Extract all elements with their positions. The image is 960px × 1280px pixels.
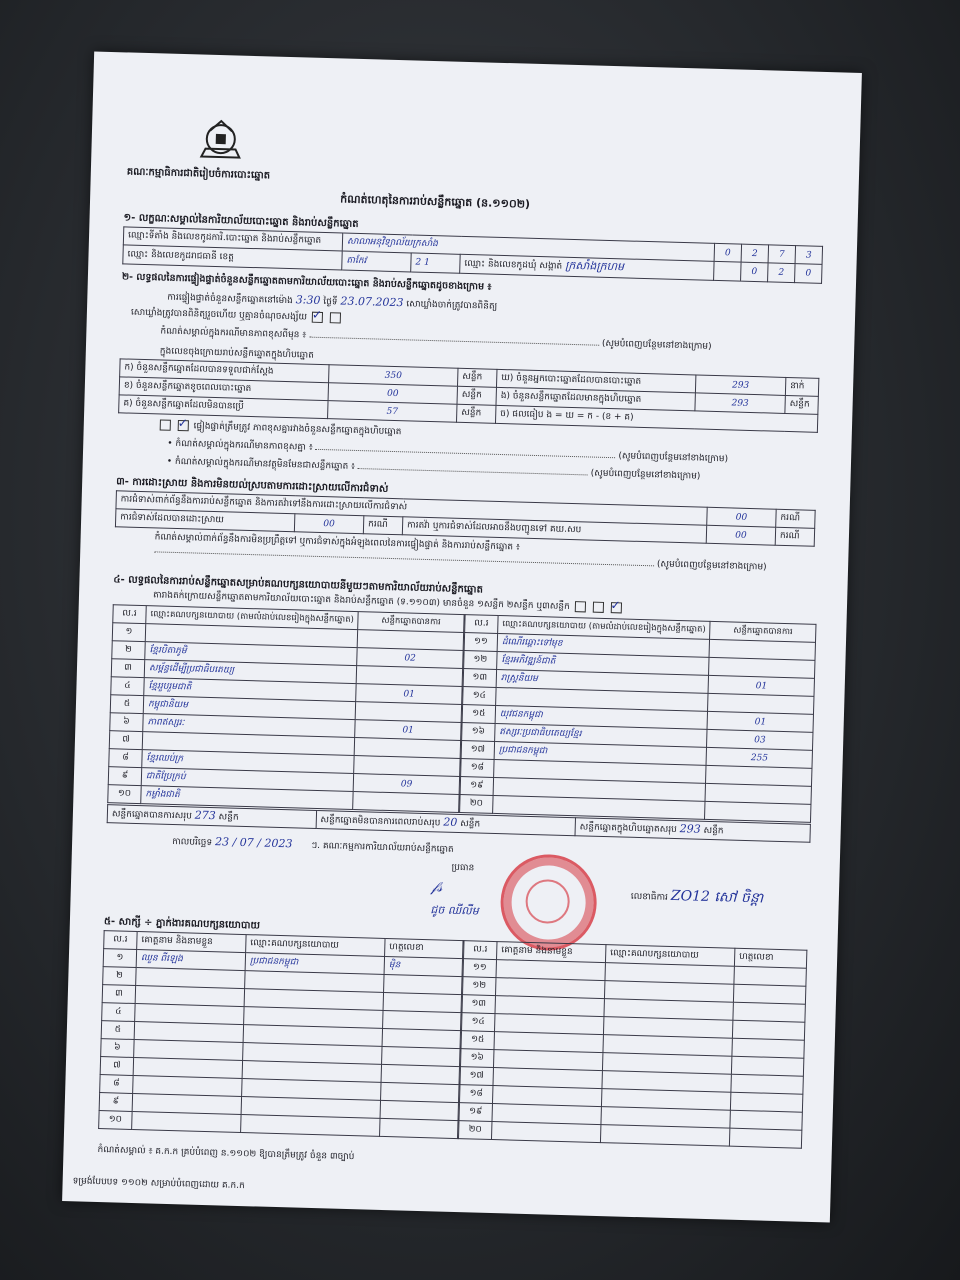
row-number: ១៣ bbox=[462, 995, 495, 1014]
match-line: ✓ ផ្ទៀងផ្ទាត់ត្រឹមត្រូវ ភាពខុសគ្នារវាងចំនួនសន្លឹកឆ្នោតក្នុងហិបឆ្នោត bbox=[158, 419, 402, 439]
resolved-count: 00 bbox=[294, 514, 363, 534]
province-value: តាកែវ bbox=[342, 251, 412, 272]
party-votes: 03 bbox=[707, 729, 813, 750]
totals-table: សន្លឹកឆ្នោតបានការសរុប 273 សន្លឹក សន្លឹកឆ្នោតមិនបានការពេលរាប់សរុប 20 សន្លឹក សន្លឹកឆ្នោតក្នុងហិបឆ្នោតសរុប 293 សន្លឹក bbox=[107, 804, 811, 843]
chair-label: ប្រធាន bbox=[451, 862, 475, 874]
party-name: ឥស្សរៈប្រជាធិបតេយ្យខ្មែរ bbox=[495, 723, 708, 747]
witness-signature bbox=[731, 1056, 803, 1076]
witness-signature: ម៉ិន bbox=[384, 956, 462, 976]
lock-line: សោឃ្លាំងត្រូវបានពិនិត្យរួចហើយ ឬគ្មានចំណុចសង្ស័យ ✓ bbox=[131, 307, 343, 326]
row-number: ៤ bbox=[111, 677, 144, 696]
row-number: ១៤ bbox=[463, 687, 496, 706]
code-digit: 2 bbox=[768, 263, 796, 283]
party-votes: 01 bbox=[707, 711, 813, 732]
party-votes: 09 bbox=[354, 774, 460, 795]
row-number: ១៥ bbox=[461, 1031, 494, 1050]
row-number: ១២ bbox=[464, 651, 497, 670]
total-valid: 273 bbox=[194, 808, 216, 823]
row-number: ១៥ bbox=[462, 705, 495, 724]
party-name: យុវជនកម្ពុជា bbox=[495, 705, 708, 729]
location-label: ឈ្មោះទីតាំង និងលេខកូដការិ.បោះឆ្នោត និងរាប់សន្លឹកឆ្នោត bbox=[123, 227, 342, 251]
row-number: ៣ bbox=[102, 985, 135, 1004]
row-number: ១៨ bbox=[459, 1085, 492, 1104]
party-votes bbox=[705, 801, 811, 822]
row-number: ៤ bbox=[102, 1003, 135, 1022]
total-invalid: 20 bbox=[443, 815, 458, 829]
row-number: ១១ bbox=[463, 959, 496, 978]
party-name: រាស្ត្រនិយម bbox=[496, 669, 709, 693]
row-number: ៧ bbox=[100, 1057, 133, 1076]
section2-heading: ២- លទ្ធផលនៃការផ្ទៀងផ្ទាត់ចំនួនសន្លឹកឆ្នោតតាមការិយាល័យបោះឆ្នោត និងរាប់សន្លឹកឆ្នោតដូចខាងក្រោម ៖ bbox=[121, 271, 492, 293]
party-name: ខ្មែរបិតាភូមិ bbox=[145, 642, 358, 666]
row-number: ១១ bbox=[464, 633, 497, 652]
witness-signature bbox=[734, 966, 806, 986]
complaint-table: ការជំទាស់ពាក់ព័ន្ធនឹងការរាប់សន្លឹកឆ្នោត និងការតវ៉ាទៅនឹងការដោះស្រាយលើការជំទាស់ 00 ករណី ការជំទាស់ដែលបានដោះស្រាយ 00 ករណី ការតវ៉ា ឬការជំទាស់ដែលអាចនឹងបញ្ជូនទៅ គឃ.សប 00 ករណី bbox=[115, 490, 816, 547]
witness-signature bbox=[381, 1064, 459, 1084]
witness-signature bbox=[380, 1118, 458, 1138]
ballot-count-form bbox=[62, 52, 862, 1223]
checkbox-1sheet[interactable] bbox=[575, 601, 586, 612]
party-votes: 02 bbox=[357, 648, 463, 669]
row-number: ៣ bbox=[111, 659, 144, 678]
row-number: ៩ bbox=[108, 767, 141, 786]
complaint-count: 00 bbox=[707, 507, 776, 527]
spoiled-value: 00 bbox=[328, 383, 457, 405]
witness-name bbox=[491, 1122, 600, 1143]
verify-line: ការផ្ទៀងផ្ទាត់ចំនួនសន្លឹកឆ្នោតនៅម៉ោង 3:30 ថ្ងៃទី 23.07.2023 សោឃ្លាំងចាក់ត្រូវបានពិនិត្យ bbox=[167, 292, 498, 312]
row-number: ១៦ bbox=[461, 1049, 494, 1068]
inbox-value: 293 bbox=[695, 393, 785, 414]
witness-signature bbox=[380, 1100, 458, 1120]
row-number: ២០ bbox=[458, 1121, 491, 1140]
code-digit: 3 bbox=[795, 246, 822, 265]
checkbox-yes[interactable] bbox=[312, 312, 323, 323]
row-number: ២ bbox=[112, 641, 145, 660]
section4-intro: តារាងតក់ក្រោយសន្លឹកឆ្នោតតាមការិយាល័យបោះឆ្នោត និងរាប់សន្លឹកឆ្នោត (ទ.១១០៣) មានចំនួន ១សន្លឹក ២សន្លឹក ឬ៣សន្លឹក ✓ bbox=[153, 589, 624, 615]
witness-signature bbox=[729, 1128, 801, 1148]
commune-value: ក្រសាំងក្រហម bbox=[564, 258, 625, 274]
row-number: ៩ bbox=[99, 1093, 132, 1112]
party-votes: 255 bbox=[706, 747, 812, 768]
checkbox-match[interactable] bbox=[160, 419, 171, 430]
verify-time: 3:30 bbox=[295, 293, 321, 307]
checkbox-no[interactable] bbox=[330, 312, 341, 323]
code-digit: 0 bbox=[795, 264, 823, 284]
checkbox-2sheet[interactable] bbox=[592, 602, 603, 613]
witness-signature bbox=[733, 984, 805, 1004]
witness-name bbox=[132, 1111, 241, 1132]
row-number: ៧ bbox=[109, 731, 142, 750]
code-digit: 7 bbox=[768, 245, 795, 264]
witness-signature bbox=[733, 1002, 805, 1022]
row-number: ១៦ bbox=[462, 723, 495, 742]
party-votes: 01 bbox=[356, 684, 462, 705]
party-name: ប្រជាជនកម្ពុជា bbox=[494, 741, 707, 765]
party-name: ភាពឥស្សរៈ bbox=[143, 714, 356, 738]
count-table: ក) ចំនួនសន្លឹកឆ្នោតដែលបានទទួលជាក់ស្ដែង 350 សន្លឹក ឃ) ចំនួនអ្នកបោះឆ្នោតដែលបានបោះឆ្នោត 293 នាក់ ខ) ចំនួនសន្លឹកឆ្នោតខូចពេលបោះឆ្នោត 00 សន្លឹក ង) ចំនួនសន្លឹកឆ្នោតដែលមានក្នុងហិបឆ្នោត 293 សន្លឹក គ) ចំនួនសន្លឹកឆ្នោតដែលមិនបានប្រើ 57 សន្លឹក ច) ផលធៀប ង = ឃ = ក - (ខ + គ) bbox=[118, 358, 819, 433]
location-value: សាលាអនុវិទ្យាល័យក្រសាំង bbox=[342, 233, 714, 261]
party-name: សម្ព័ន្ធដើម្បីប្រជាធិបតេយ្យ bbox=[144, 660, 357, 684]
witness-signature bbox=[732, 1038, 804, 1058]
party-name: ខ្មែររួបរួមជាតិ bbox=[144, 678, 357, 702]
witness-signature bbox=[382, 1046, 460, 1066]
row-number: ១៣ bbox=[463, 669, 496, 688]
section5-heading: ៥- សាក្សី ÷ ភ្នាក់ងារគណបក្សនយោបាយ bbox=[103, 916, 261, 932]
forwarded-count: 00 bbox=[706, 525, 775, 545]
total-box: 293 bbox=[679, 822, 701, 836]
province-label: ឈ្មោះ និងលេខកូដរាជធានី ខេត្ត bbox=[123, 245, 342, 270]
witness-table-left: ល.រ គោត្តនាម និងនាមខ្លួន ឈ្មោះគណបក្សនយោបាយ ហត្ថលេខា ១ ឈួន ពីឡេង ប្រជាជនកម្ពុជា ម៉ិន ២ ៣ ៤ ៥ ៦ ៧ ៨ ៩ ១០ bbox=[98, 930, 463, 1139]
voters-value: 293 bbox=[695, 375, 785, 396]
witness-name: ឈួន ពីឡេង bbox=[136, 950, 245, 971]
form-title: កំណត់ហេតុនៃការរាប់សន្លឹកឆ្នោត (ន.១១០២) bbox=[340, 192, 531, 211]
results-table-left: ល.រ ឈ្មោះគណបក្សនយោបាយ (តាមលំដាប់លេខរៀងក្នុងសន្លឹកឆ្នោត) សន្លឹកឆ្នោតបានការ ១ ២ ខ្មែរបិតាភូមិ 02 ៣ សម្ព័ន្ធដើម្បីប្រជាធិបតេយ្យ ៤ ខ្មែររួបរួមជាតិ 01 ៥ កម្ពុជានិយម ៦ ភាពឥស្សរៈ 01 ៧ ៨ ខ្មែរឈប់ក្រ ៩ ជាតិប្រែក្រប់ 09 ១០ កម្លាំងជាតិ bbox=[107, 604, 464, 813]
row-number: ២ bbox=[103, 967, 136, 986]
row-number: ៨ bbox=[109, 749, 142, 768]
witness-signature bbox=[732, 1020, 804, 1040]
bullet-object: • កំណត់សម្គាល់ក្នុងករណីមានវត្ថុមិនមែនជាសន្លឹកឆ្នោត ៖ (សូមបំពេញបន្ថែមនៅខាងក្រោម) bbox=[166, 456, 701, 482]
checkbox-3sheet[interactable] bbox=[610, 602, 621, 613]
witness-signature bbox=[730, 1110, 802, 1130]
official-stamp bbox=[499, 853, 598, 952]
province-code: 2 1 bbox=[411, 253, 461, 273]
witness-signature bbox=[383, 1010, 461, 1030]
unused-value: 57 bbox=[328, 401, 457, 423]
secretary-name: ZO12 សៅ ចិន្ដា bbox=[670, 887, 764, 907]
party-name: កម្លាំងជាតិ bbox=[141, 786, 354, 810]
party-name: ខ្មែរឈប់ក្រ bbox=[142, 750, 355, 774]
checkbox-diff[interactable] bbox=[178, 420, 189, 431]
row-number: ៥ bbox=[110, 695, 143, 714]
row-number: ៥ bbox=[101, 1021, 134, 1040]
note-line: កំណត់សម្គាល់ក្នុងករណីមានភាពខុសពីមុន ៖ (សូមបំពេញបន្ថែមនៅខាងក្រោម) bbox=[160, 326, 712, 352]
party-name: ជាតិប្រែក្រប់ bbox=[141, 768, 354, 792]
received-value: 350 bbox=[329, 365, 458, 387]
row-number: ១២ bbox=[463, 977, 496, 996]
made-date: 23 / 07 / 2023 bbox=[214, 835, 293, 851]
made-date-line: កាលបរិច្ឆេទ 23 / 07 / 2023 ៗ. គណៈកម្មការការិយាល័យរាប់សន្លឹកឆ្នោត bbox=[172, 835, 454, 855]
witness-party bbox=[241, 1115, 380, 1137]
count-subheading: ក្នុងលេខចុងក្រោយរាប់សន្លឹកឆ្នោតក្នុងហិបឆ្នោត bbox=[159, 346, 315, 361]
witness-signature bbox=[384, 974, 462, 994]
witness-signature bbox=[731, 1074, 803, 1094]
row-number: ១៨ bbox=[461, 759, 494, 778]
emblem-icon bbox=[191, 116, 250, 166]
code-digit: 0 bbox=[714, 243, 741, 262]
row-number: ១៧ bbox=[461, 741, 494, 760]
witness-signature bbox=[382, 1028, 460, 1048]
witness-signature bbox=[730, 1092, 802, 1112]
row-number: ២០ bbox=[460, 795, 493, 814]
witness-party bbox=[600, 1125, 729, 1147]
footer-form-note: ទម្រង់បែបបទ ១១០២ សម្រាប់បំពេញដោយ គ.ក.ក bbox=[72, 1176, 245, 1192]
party-name: ដំណើរឆ្ពោះទៅមុខ bbox=[497, 633, 710, 657]
code-digit: 0 bbox=[741, 262, 769, 282]
org-name: គណៈកម្មាធិការជាតិរៀបចំការបោះឆ្នោត bbox=[126, 166, 271, 182]
row-number: ៦ bbox=[101, 1039, 134, 1058]
witness-table-right: ល.រ គោត្តនាម និងនាមខ្លួន ឈ្មោះគណបក្សនយោបាយ ហត្ថលេខា ១១ ១២ ១៣ ១៤ ១៥ ១៦ ១៧ ១៨ ១៩ ២០ bbox=[458, 940, 807, 1149]
party-name: កម្ពុជានិយម bbox=[143, 696, 356, 720]
party-votes bbox=[353, 792, 459, 813]
row-number: ១ bbox=[103, 949, 136, 968]
row-number: ១៧ bbox=[460, 1067, 493, 1086]
row-number: ១៤ bbox=[462, 1013, 495, 1032]
verify-date: 23.07.2023 bbox=[340, 294, 404, 310]
results-table-right: ល.រ ឈ្មោះគណបក្សនយោបាយ (តាមលំដាប់លេខរៀងក្នុងសន្លឹកឆ្នោត) សន្លឹកឆ្នោតបានការ ១១ ដំណើរឆ្ពោះទៅមុខ ១២ ខ្មែរអភិវឌ្ឍន៍ជាតិ ១៣ រាស្ត្រនិយម 01 ១៤ ១៥ យុវជនកម្ពុជា 01 ១៦ ឥស្សរៈប្រជាធិបតេយ្យខ្មែរ 03 ១៧ ប្រជាជនកម្ពុជា 255 ១៨ ១៩ ២០ bbox=[459, 614, 816, 823]
party-name: ខ្មែរអភិវឌ្ឍន៍ជាតិ bbox=[497, 651, 710, 675]
row-number: ១ bbox=[112, 623, 145, 642]
section3-heading: ៣- ការដោះស្រាយ និងការមិនយល់ស្របតាមការដោះស្រាយលើការជំទាស់ bbox=[116, 476, 389, 495]
row-number: ៦ bbox=[110, 713, 143, 732]
footer-note: កំណត់សម្គាល់ ៖ គ.ក.ក គ្រប់បំពេញ ន.១១០២ ឱ្យបានត្រឹមត្រូវ ចំនួន ៣ច្បាប់ bbox=[97, 1145, 355, 1163]
party-votes: 01 bbox=[355, 720, 461, 741]
chair-signature: 𝒻𝓈 bbox=[430, 879, 443, 896]
row-number: ៨ bbox=[100, 1075, 133, 1094]
section1-heading: ១- លក្ខណៈសម្គាល់នៃការិយាល័យបោះឆ្នោត និងរាប់សន្លឹកឆ្នោត bbox=[123, 212, 359, 230]
code-digit: 2 bbox=[741, 244, 768, 263]
row-number: ១៩ bbox=[459, 1103, 492, 1122]
witness-signature bbox=[383, 992, 461, 1012]
row-number: ១០ bbox=[99, 1111, 132, 1130]
row-number: ១៩ bbox=[460, 777, 493, 796]
witness-signature bbox=[381, 1082, 459, 1102]
commune-label: ឈ្មោះ និងលេខកូដឃុំ សង្កាត់ ក្រសាំងក្រហម bbox=[460, 254, 714, 280]
bullet-diff: • កំណត់សម្គាល់ក្នុងករណីមានភាពខុសគ្នា ៖ (សូមបំពេញបន្ថែមនៅខាងក្រោម) bbox=[167, 438, 729, 465]
witness-party: ប្រជាជនកម្ពុជា bbox=[245, 953, 384, 975]
complaint-note: កំណត់សម្គាល់ពាក់ព័ន្ធនឹងការមិនប្រព្រឹត្តទៅ ឬការជំទាស់ក្នុងអំឡុងពេលនៃការផ្ទៀងផ្ទាត់ និងការរាប់សន្លឹកឆ្នោត ៖ (សូមបំពេញបន្ថែមនៅខាងក្រោម) bbox=[154, 532, 767, 573]
section4-heading: ៤- លទ្ធផលនៃការរាប់សន្លឹកឆ្នោតសម្រាប់គណបក្សនយោបាយនីមួយៗតាមការិយាល័យរាប់សន្លឹកឆ្នោត bbox=[113, 574, 484, 596]
secretary-line: លេខាធិការ ZO12 សៅ ចិន្ដា bbox=[630, 887, 764, 907]
row-number: ១០ bbox=[108, 785, 141, 804]
party-votes: 01 bbox=[708, 675, 814, 696]
chair-name: ជូច ឈីលីម bbox=[430, 903, 479, 918]
